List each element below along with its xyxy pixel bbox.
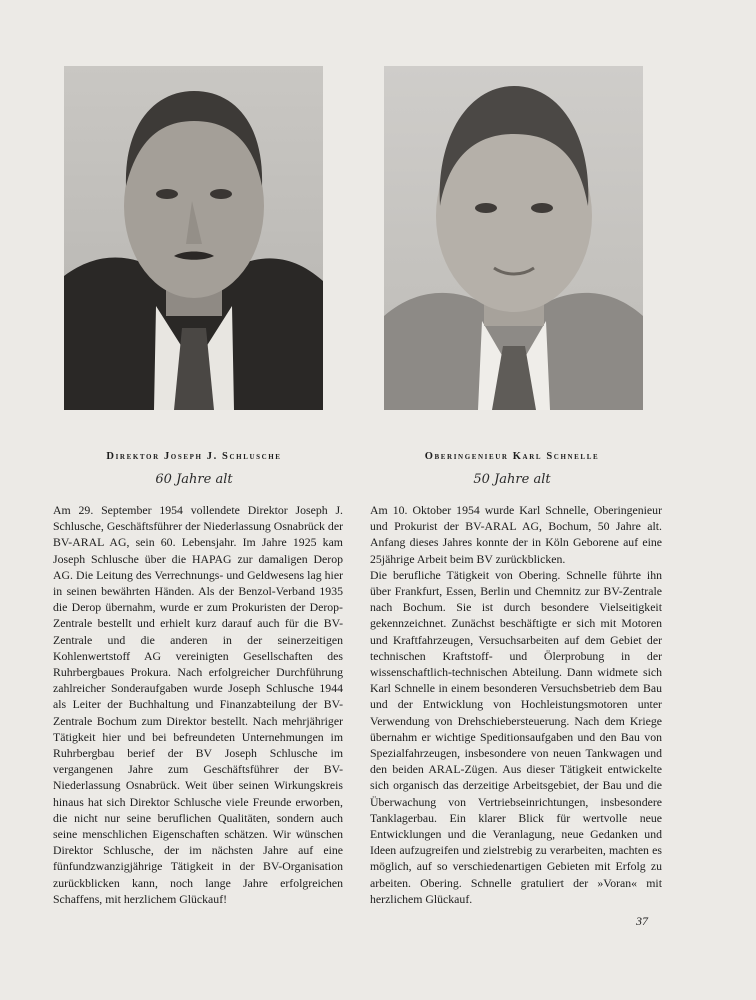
portrait-image — [64, 66, 323, 410]
portrait-photo-schlusche — [64, 66, 323, 410]
person-name-schlusche: Direktor Joseph J. Schlusche — [106, 451, 282, 462]
article-paragraph: Die berufliche Tätigkeit von Obering. Schnelle führte ihn über Frankfurt, Essen, Berlin und Chemnitz zur BV-Zentrale nach Bochum. Sie ist durch besondere Vielseitigkeit gekennzeichnet. Zunächst beschäftigte er sich mit Motoren und Kraftfahrzeugen, Versuchsarbeiten auf dem Gebiet der technischen Kraftstoff- und Ölerprobung in der wissenschaftlich-technischen Abteilung. Dann widmete sich Karl Schnelle in einem besonderen Versuchsbetrieb dem Bau und der Entwicklung von Hochleistungsmotoren unter Verwendung von Drehschiebersteuerung. Nach dem Kriege übernahm er wichtige Speditionsaufgaben und den Bau von Spezialfahrzeugen, insbesondere von neuen Tankwagen und den beiden ARAL-Zügen. Aus dieser Tätigkeit entwickelte sich organisch das derzeitige Arbeitsgebiet, der Bau und die Überwachung von Vertriebseinrichtungen, insbesondere Tanklagerbau. Ein klarer Blick für wertvolle neue Entwicklungen und die Veranlagung, neue Gedanken und Ideen aufzugreifen und zielstrebig zu verarbeiten, machten es möglich, auf so verschiedenartigen Gebieten mit Erfolg zu arbeiten. Obering. Schnelle gratuliert der »Voran« mit herzlichem Glückauf. — [370, 567, 662, 906]
portrait-photo-schnelle — [384, 66, 643, 410]
person-name-schnelle: Oberingenieur Karl Schnelle — [424, 451, 600, 462]
article-column-schlusche — [53, 502, 343, 907]
portrait-image — [384, 66, 643, 410]
article-paragraph: Am 10. Oktober 1954 wurde Karl Schnelle, Oberingenieur und Prokurist der BV-ARAL AG, Bochum, 50 Jahre alt. Anfang dieses Jahres konnte der in Köln Geborene auf eine 25jährige Arbeit beim BV zurückblicken. — [370, 503, 662, 566]
age-caption-schnelle: 50 Jahre alt — [473, 472, 551, 487]
age-caption-schlusche: 60 Jahre alt — [155, 472, 233, 487]
page-number: 37 — [636, 914, 648, 928]
article-column-schnelle — [370, 502, 662, 907]
article-paragraph: Am 29. September 1954 vollendete Direktor Joseph J. Schlusche, Geschäftsführer der Niederlassung Osnabrück der BV-ARAL AG, sein 60. Lebensjahr. Im Jahre 1925 kam Joseph Schlusche über die HAPAG zur damaligen Derop AG. Die Leitung des Verrechnungs- und Geldwesens lag hier in seinen bewährten Händen. Als der Benzol-Verband 1935 die Derop übernahm, wurde er zum Prokuristen der Derop-Zentrale bestellt und erhielt kurz darauf auch für die BV-Zentrale und die anderen in der seinerzeitigen Kohlenwertstoff AG vereinigten Gesellschaften des Ruhrbergbaues Prokura. Nach erfolgreicher Durchführung zahlreicher Sonderaufgaben wurde Joseph Schlusche 1944 als Leiter der Buchhaltung und Finanzabteilung der BV-Zentrale Bochum zum Direktor bestellt. Nach mehrjähriger Tätigkeit hier und bei befreundeten Unternehmungen im Ruhrbergbau berief der BV Joseph Schlusche im vergangenen Jahre zum Geschäftsführer der BV-Niederlassung Osnabrück. Weit über seinen Wirkungskreis hinaus hat sich Direktor Schlusche viele Freunde erworben, die nicht nur seine beruflichen Qualitäten, sondern auch seine menschlichen Eigenschaften schätzen. Wir wünschen Direktor Schlusche, der im nächsten Jahre auf eine fünfundzwanzigjährige Tätigkeit in der BV-Organisation zurückblicken kann, noch lange Jahre erfolgreichen Schaffens, mit herzlichem Glückauf! — [53, 503, 343, 906]
